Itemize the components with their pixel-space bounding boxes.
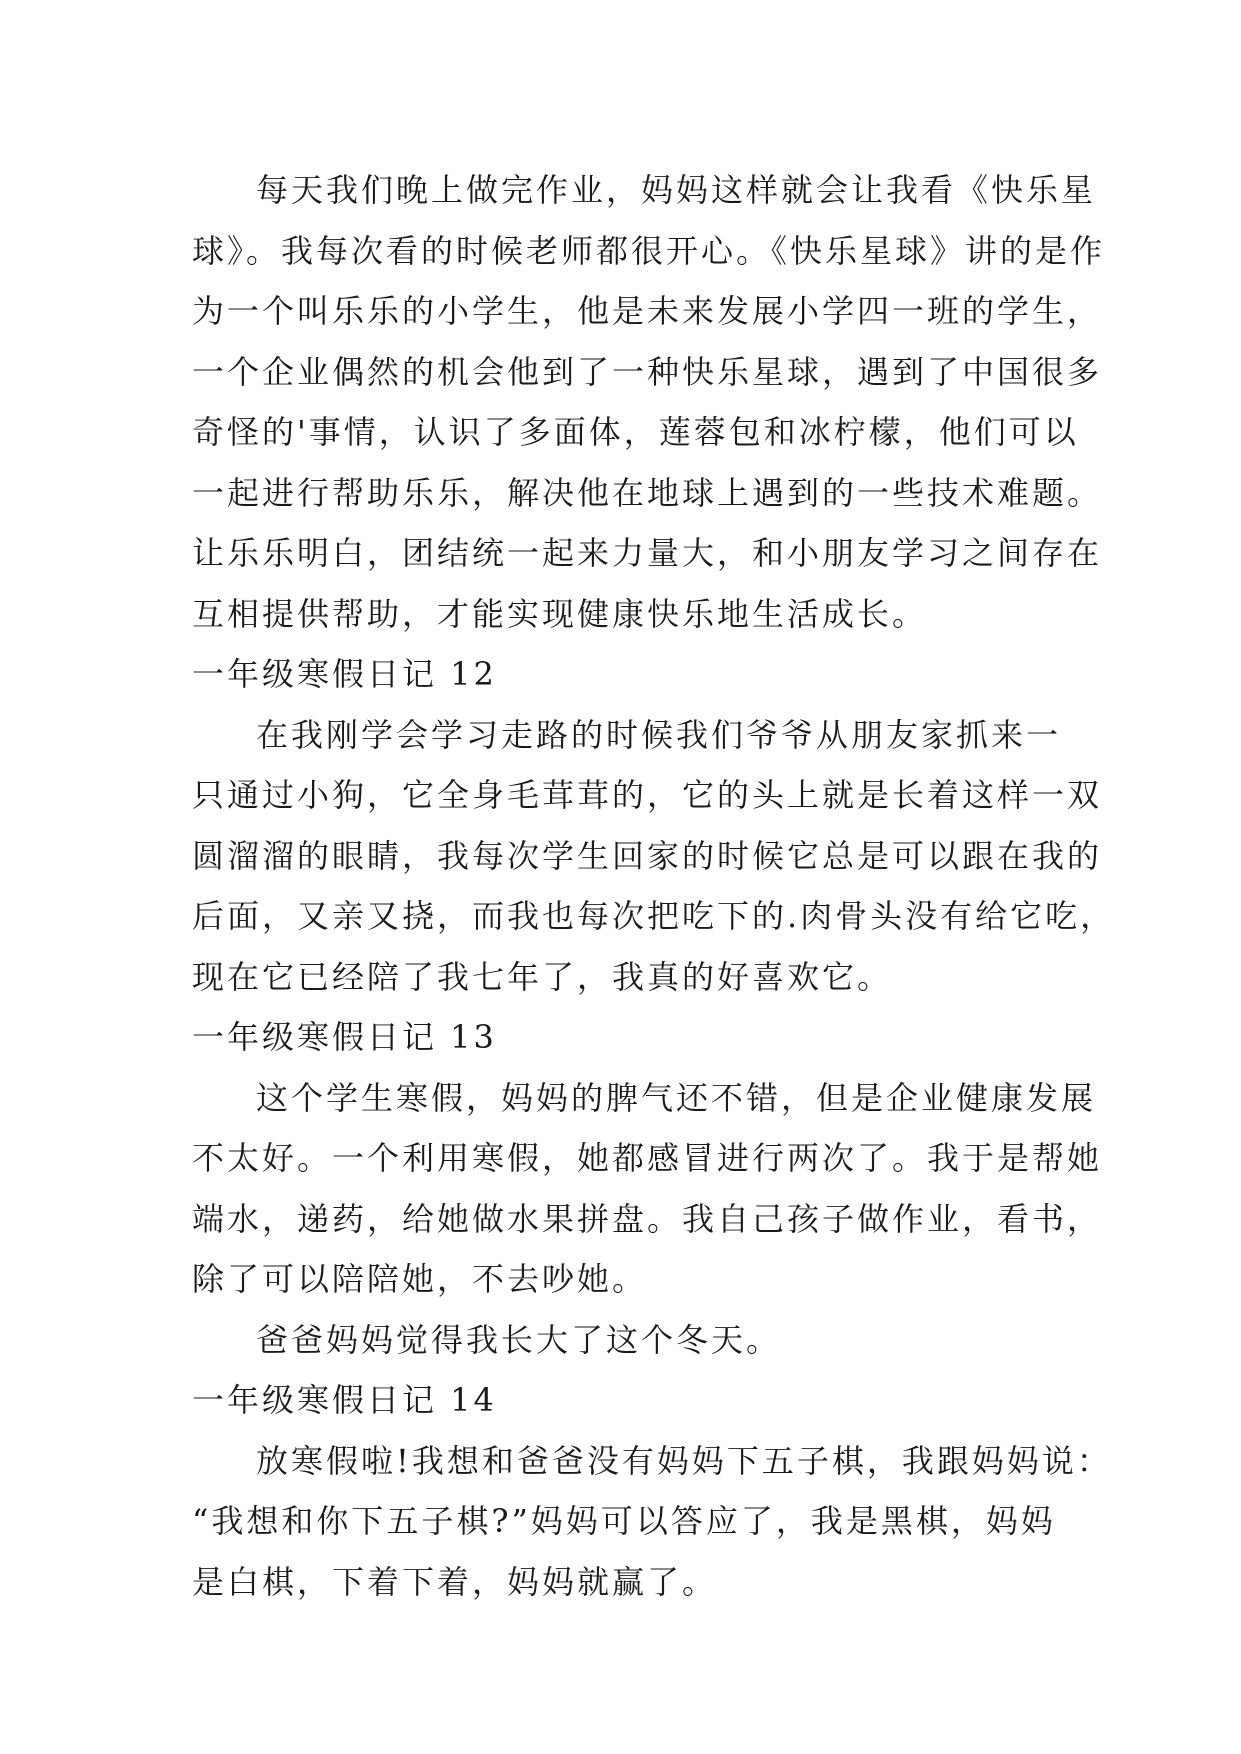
paragraph-line: “我想和你下五子棋?”妈妈可以答应了，我是黑棋，妈妈 — [192, 1502, 1056, 1540]
paragraph-line: 圆溜溜的眼睛，我每次学生回家的时候它总是可以跟在我的 — [192, 836, 1103, 875]
diary-heading-14: 一年级寒假日记 14 — [192, 1381, 497, 1419]
paragraph-line: 现在它已经陪了我七年了，我真的好喜欢它。 — [192, 957, 893, 996]
paragraph-line: 在我刚学会学习走路的时候我们爷爷从朋友家抓来一 — [256, 715, 1062, 754]
diary-heading-12: 一年级寒假日记 12 — [192, 655, 497, 693]
paragraph-line: 球》。我每次看的时候老师都很开心。《快乐星球》讲的是作 — [192, 231, 1106, 270]
paragraph-line: 只通过小狗，它全身毛茸茸的，它的头上就是长着这样一双 — [192, 776, 1103, 814]
paragraph-line: 端水，递药，给她做水果拼盘。我自己孩子做作业，看书， — [192, 1199, 1103, 1238]
paragraph-line: 不太好。一个利用寒假，她都感冒进行两次了。我于是帮她 — [192, 1139, 1103, 1177]
paragraph-line: 一个企业偶然的机会他到了一种快乐星球，遇到了中国很多 — [192, 352, 1103, 391]
paragraph-line: 放寒假啦!我想和爸爸没有妈妈下五子棋，我跟妈妈说： — [256, 1441, 1112, 1480]
paragraph-line: 除了可以陪陪她，不去吵她。 — [192, 1260, 648, 1298]
paragraph-line: 互相提供帮助，才能实现健康快乐地生活成长。 — [192, 594, 928, 633]
document-page — [192, 160, 1116, 1612]
paragraph-line: 后面，又亲又挠，而我也每次把吃下的.肉骨头没有给它吃， — [192, 897, 1116, 935]
paragraph-line: 这个学生寒假，妈妈的脾气还不错，但是企业健康发展 — [256, 1078, 1097, 1117]
paragraph-line: 为一个叫乐乐的小学生，他是未来发展小学四一班的学生， — [192, 292, 1103, 330]
diary-heading-13: 一年级寒假日记 13 — [192, 1018, 497, 1056]
paragraph-line: 每天我们晚上做完作业，妈妈这样就会让我看《快乐星 — [256, 171, 1097, 209]
paragraph-line: 爸爸妈妈觉得我长大了这个冬天。 — [256, 1320, 782, 1359]
paragraph-line: 是白棋，下着下着，妈妈就赢了。 — [192, 1562, 718, 1601]
paragraph-line: 让乐乐明白，团结统一起来力量大，和小朋友学习之间存在 — [192, 534, 1103, 572]
paragraph-line: 一起进行帮助乐乐，解决他在地球上遇到的一些技术难题。 — [192, 473, 1103, 512]
paragraph-line: 奇怪的'事情，认识了多面体，莲蓉包和冰柠檬，他们可以 — [192, 413, 1079, 451]
